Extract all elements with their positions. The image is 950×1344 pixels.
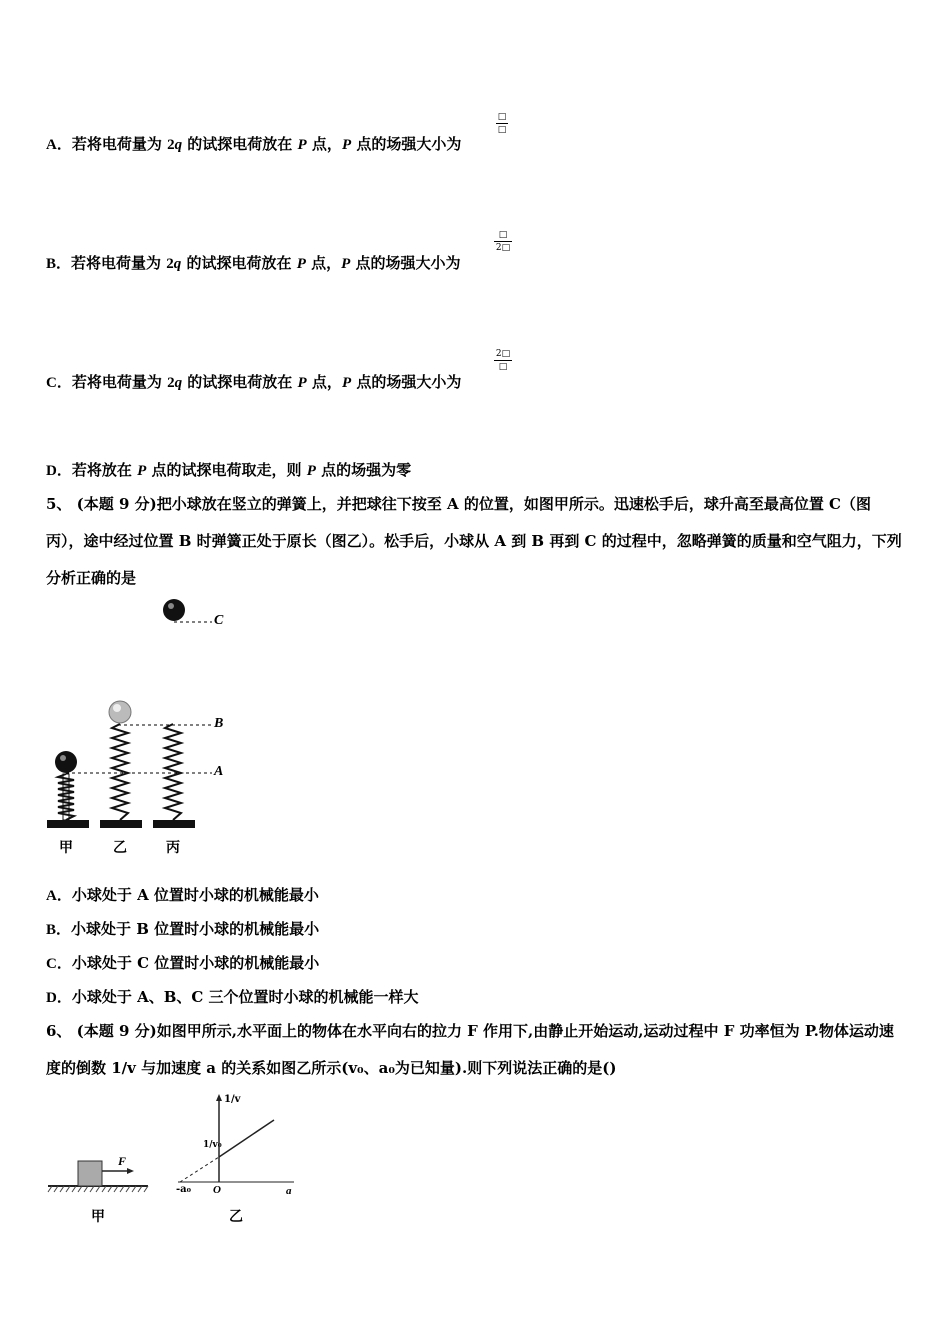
coef: 2 xyxy=(167,137,175,153)
option-text: 的试探电荷放在 xyxy=(181,254,297,272)
origin-label: O xyxy=(213,1184,221,1196)
option-text: 若将电荷量为 xyxy=(71,373,168,391)
frac-den: □ xyxy=(498,362,508,372)
frac-den: 2□ xyxy=(495,243,511,253)
option-letter: A． xyxy=(46,137,72,153)
caption-jia-2: 甲 xyxy=(91,1209,105,1225)
option-letter: A． xyxy=(46,888,72,904)
option-letter: C． xyxy=(46,956,72,972)
option-letter: B． xyxy=(46,256,72,272)
coef: 2 xyxy=(166,256,174,272)
option-text: 小球处于 A 位置时小球的机械能最小 xyxy=(71,886,319,904)
var-q: q xyxy=(174,375,183,391)
option-text: 若将电荷量为 xyxy=(71,254,167,272)
option-text: 点的场强大小为 xyxy=(351,135,462,153)
var-p: P xyxy=(297,137,307,153)
option-text: 的试探电荷放在 xyxy=(182,373,298,391)
frac-num: □ xyxy=(498,230,508,240)
caption-jia: 甲 xyxy=(59,840,73,856)
caption-yi: 乙 xyxy=(113,840,127,856)
x-axis-label: a xyxy=(286,1185,292,1197)
y-axis-label: 1/v xyxy=(224,1094,241,1105)
option-text: 点的场强大小为 xyxy=(350,254,461,272)
q6-stem: 6、 (本题 9 分)如图甲所示,水平面上的物体在水平向右的拉力 F 作用下,由静止开始运动,运动过程中 F 功率恒为 P.物体运动速度的倒数 1/v 与加速度 a 的关系如图乙所示(v₀、a₀为已知量).则下列说法正确的是() xyxy=(46,1022,894,1077)
var-p: P xyxy=(297,375,307,391)
option-text: 小球处于 B 位置时小球的机械能最小 xyxy=(71,920,320,938)
var-q: q xyxy=(173,256,182,272)
option-text: 点的试探电荷取走，则 xyxy=(146,461,307,479)
neg-a0-label: -a₀ xyxy=(176,1184,192,1195)
option-text: 点， xyxy=(305,254,342,272)
option-text: 点的场强为零 xyxy=(315,461,412,479)
option-letter: D． xyxy=(46,990,72,1006)
var-p: P xyxy=(341,137,352,153)
frac-den: □ xyxy=(497,125,507,135)
var-p: P xyxy=(341,256,351,272)
option-text: 若将放在 xyxy=(71,461,138,479)
label-c: C xyxy=(214,613,224,628)
var-p: P xyxy=(296,256,306,272)
option-letter: B． xyxy=(46,922,72,938)
frac-num: □ xyxy=(497,112,507,122)
var-q: q xyxy=(174,137,183,153)
option-letter: C． xyxy=(46,375,72,391)
caption-yi-2: 乙 xyxy=(229,1209,243,1225)
var-p: P xyxy=(306,463,316,479)
option-text: 若将电荷量为 xyxy=(71,135,168,153)
option-text: 的试探电荷放在 xyxy=(182,135,298,153)
option-text: 点的场强大小为 xyxy=(351,373,462,391)
coef: 2 xyxy=(167,375,175,391)
option-letter: D． xyxy=(46,463,72,479)
var-p: P xyxy=(341,375,352,391)
force-label: F xyxy=(118,1154,127,1168)
var-p: P xyxy=(137,463,147,479)
frac-num: 2□ xyxy=(495,349,511,359)
graph-extension xyxy=(180,1157,219,1182)
label-b: B xyxy=(214,716,224,731)
q5-stem: 5、 (本题 9 分)把小球放在竖立的弹簧上，并把球往下按至 A 的位置，如图甲所示。迅速松手后，球升高至最高位置 C（图丙），途中经过位置 B 时弹簧正处于原长（图乙）。松手后，小球从 A 到 B 再到 C 的过程中，忽略弹簧的质量和空气阻力，下列分析正确的是 xyxy=(46,495,902,587)
y-intercept-label: 1/v₀ xyxy=(203,1140,222,1150)
option-text: 点， xyxy=(306,373,342,391)
graph-line xyxy=(219,1120,274,1157)
option-text: 小球处于 A、B、C 三个位置时小球的机械能一样大 xyxy=(71,988,419,1006)
caption-bing: 丙 xyxy=(166,840,180,856)
option-text: 点， xyxy=(306,135,342,153)
label-a: A xyxy=(214,764,224,779)
option-text: 小球处于 C 位置时小球的机械能最小 xyxy=(71,954,320,972)
